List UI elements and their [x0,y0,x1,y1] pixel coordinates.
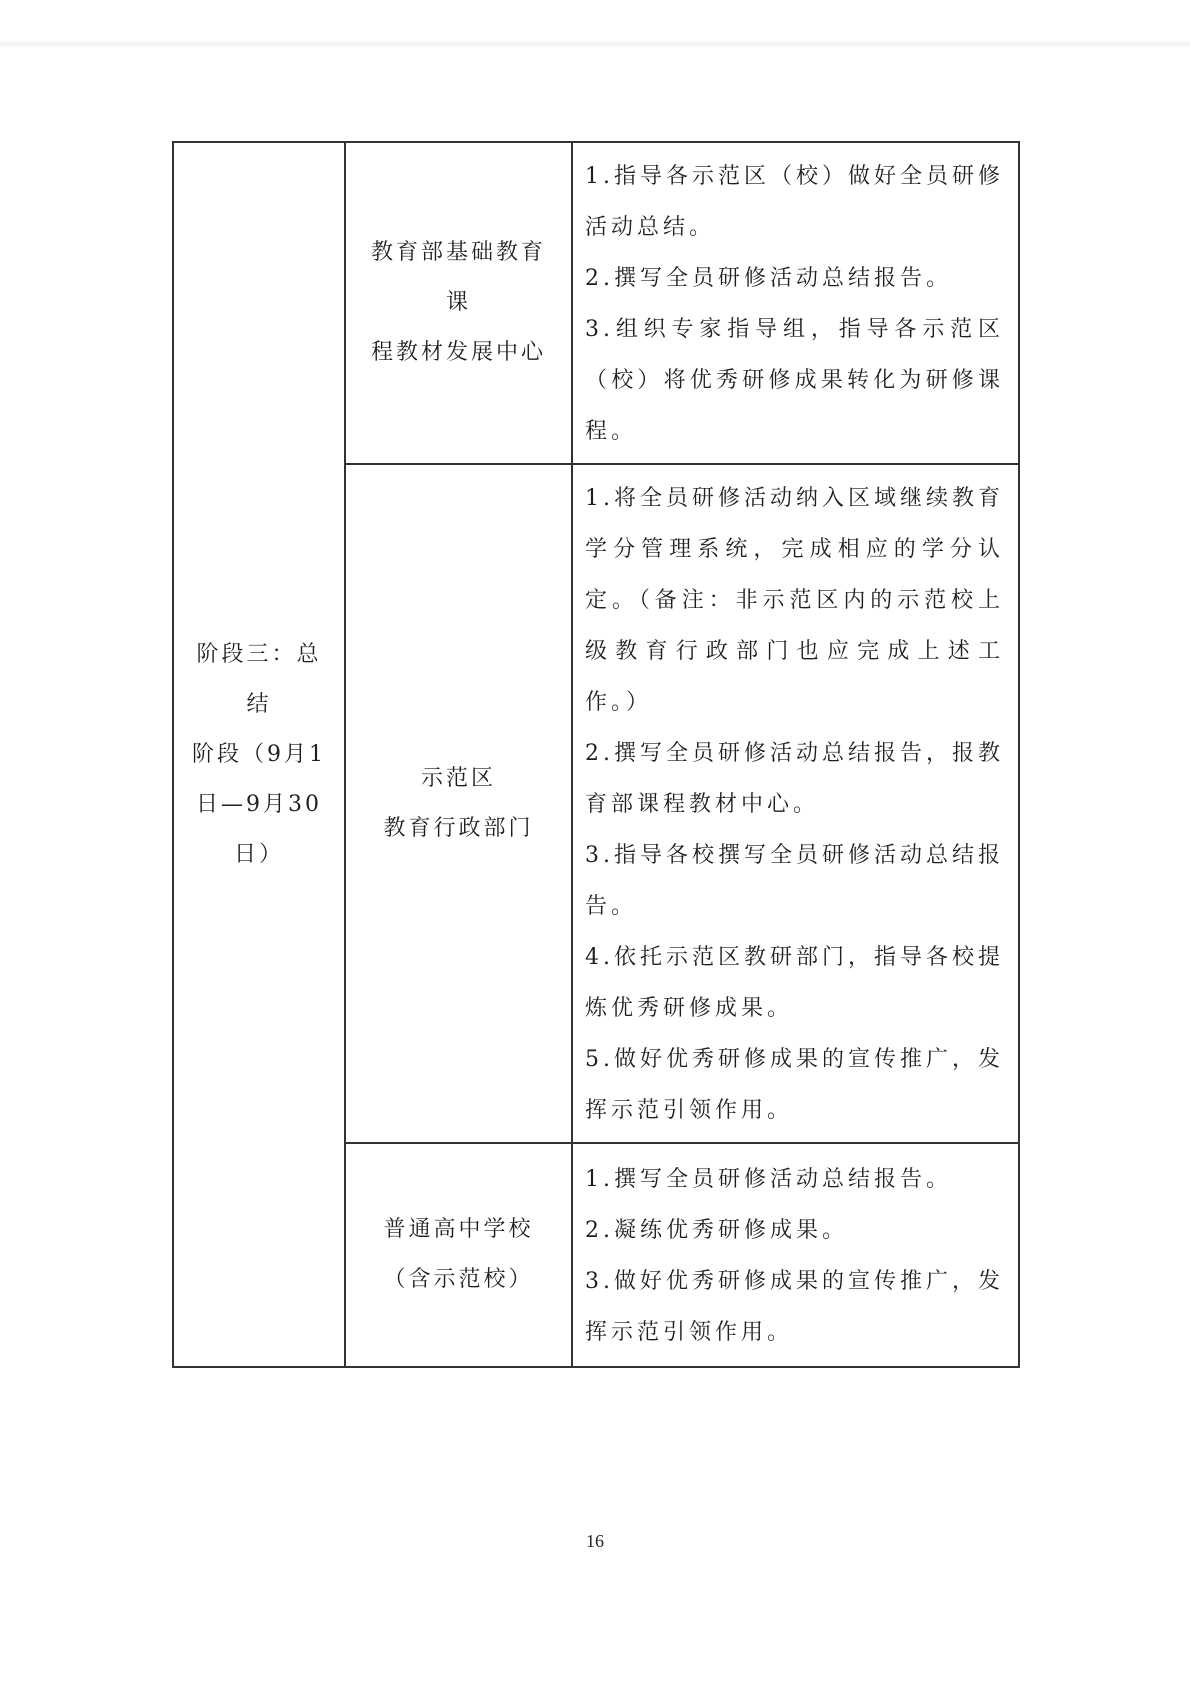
department-line: 教育部基础教育课 [370,240,546,315]
task-item: 1.将全员研修活动纳入区域继续教育学分管理系统，完成相应的学分认定。（备注：非示范区内的示范校上级教育行政部门也应完成上述工作。） [585,486,1004,715]
task-item: 5.做好优秀研修成果的宣传推广，发挥示范引领作用。 [585,1047,1004,1123]
task-item: 2.凝练优秀研修成果。 [585,1218,848,1243]
department-line: 教育行政部门 [383,815,534,841]
tasks-cell [572,142,1019,464]
department-cell [345,464,572,1143]
stage-cell [173,142,345,1367]
task-item: 3.组织专家指导组，指导各示范区（校）将优秀研修成果转化为研修课程。 [585,317,1004,444]
task-item: 2.撰写全员研修活动总结报告，报教育部课程教材中心。 [585,741,1004,817]
page-number: 16 [586,1531,604,1551]
department-name [346,1205,571,1305]
department-line: 普通高中学校 [383,1217,534,1242]
department-name [346,228,571,378]
task-item: 1.撰写全员研修活动总结报告。 [585,1167,952,1192]
department-line: 程教材发展中心 [370,340,546,365]
scan-shadow [0,40,1190,48]
task-item: 2.撰写全员研修活动总结报告。 [585,266,952,291]
stage-line: 阶段三：总结 [196,641,322,717]
department-line: （含示范校） [383,1267,534,1292]
stage-label [174,630,344,880]
department-cell [345,142,572,464]
department-line: 示范区 [420,765,496,791]
department-name [346,754,571,854]
task-item: 3.指导各校撰写全员研修活动总结报告。 [585,843,1004,919]
task-item: 3.做好优秀研修成果的宣传推广，发挥示范引领作用。 [585,1269,1004,1345]
table-row [173,142,1019,464]
department-cell [345,1143,572,1367]
stage-line: 日—9月30 [196,791,322,817]
task-list [573,1146,1018,1364]
task-list [573,143,1018,463]
task-item: 4.依托示范区教研部门，指导各校提炼优秀研修成果。 [585,945,1004,1021]
schedule-table-container [172,141,1018,1345]
stage-line: 日） [233,841,284,867]
tasks-cell [572,1143,1019,1367]
task-item: 1.指导各示范区（校）做好全员研修活动总结。 [585,164,1004,240]
schedule-table [172,141,1020,1368]
tasks-cell [572,464,1019,1143]
task-list [573,465,1018,1142]
stage-line: 阶段（9月1 [192,741,326,767]
